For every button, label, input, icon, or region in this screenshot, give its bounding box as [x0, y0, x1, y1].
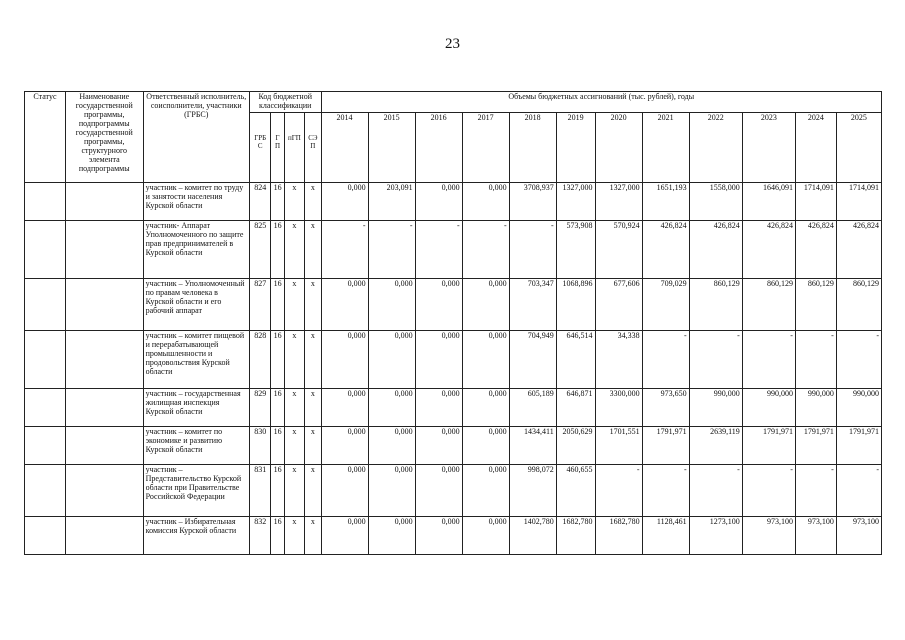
pgp-cell: х [284, 517, 304, 555]
value-cell: - [321, 221, 368, 279]
program-name-cell [65, 183, 143, 221]
value-cell: 0,000 [321, 389, 368, 427]
value-cell: 1651,193 [642, 183, 689, 221]
pgp-cell: х [284, 183, 304, 221]
status-cell [25, 427, 66, 465]
executor-cell: участник- Аппарат Уполномоченного по защите прав предпринимателей в Курской области [143, 221, 249, 279]
executor-cell: участник – Представительство Курской области при Правительстве Российской Федерации [143, 465, 249, 517]
value-cell: 677,606 [595, 279, 642, 331]
header-year: 2022 [689, 112, 742, 182]
value-cell: 0,000 [415, 427, 462, 465]
value-cell: 0,000 [462, 389, 509, 427]
gp-cell: 16 [271, 427, 284, 465]
status-cell [25, 389, 66, 427]
header-executor: Ответственный исполнитель, соисполнители, участники (ГРБС) [143, 92, 249, 183]
pgp-cell: х [284, 221, 304, 279]
header-code-pgp: пГП [284, 112, 304, 182]
program-name-cell [65, 517, 143, 555]
value-cell: - [595, 465, 642, 517]
grbs-cell: 824 [249, 183, 270, 221]
value-cell: 2639,119 [689, 427, 742, 465]
gp-cell: 16 [271, 465, 284, 517]
value-cell: - [742, 331, 795, 389]
table-row [25, 517, 882, 555]
value-cell: 0,000 [462, 331, 509, 389]
status-cell [25, 279, 66, 331]
value-cell: 0,000 [415, 517, 462, 555]
value-cell: 1558,000 [689, 183, 742, 221]
value-cell: 426,824 [795, 221, 836, 279]
value-cell: 426,824 [689, 221, 742, 279]
value-cell: 1646,091 [742, 183, 795, 221]
value-cell: 570,924 [595, 221, 642, 279]
header-volumes: Объемы бюджетных ассигнований (тыс. рублей), годы [321, 92, 881, 113]
value-cell: - [836, 331, 881, 389]
value-cell: 0,000 [462, 465, 509, 517]
value-cell: 703,347 [509, 279, 556, 331]
value-cell: 704,949 [509, 331, 556, 389]
grbs-cell: 827 [249, 279, 270, 331]
header-year: 2017 [462, 112, 509, 182]
header-year: 2014 [321, 112, 368, 182]
header-code-grbs: ГРБС [249, 112, 270, 182]
header-year: 2018 [509, 112, 556, 182]
pgp-cell: х [284, 465, 304, 517]
header-year: 2023 [742, 112, 795, 182]
value-cell: 0,000 [321, 465, 368, 517]
value-cell: - [509, 221, 556, 279]
value-cell: 573,908 [556, 221, 595, 279]
value-cell: 990,000 [689, 389, 742, 427]
pgp-cell: х [284, 279, 304, 331]
value-cell: - [689, 331, 742, 389]
sep-cell: х [305, 517, 321, 555]
value-cell: 0,000 [321, 183, 368, 221]
value-cell: 0,000 [321, 517, 368, 555]
value-cell: 0,000 [368, 517, 415, 555]
value-cell: - [368, 221, 415, 279]
header-year: 2021 [642, 112, 689, 182]
value-cell: - [642, 331, 689, 389]
header-code-sep: СЭП [305, 112, 321, 182]
value-cell: 1327,000 [595, 183, 642, 221]
value-cell: 1791,971 [742, 427, 795, 465]
header-year: 2024 [795, 112, 836, 182]
table-row [25, 389, 882, 427]
status-cell [25, 221, 66, 279]
table-row [25, 221, 882, 279]
executor-cell: участник – комитет пищевой и перерабатывающей промышленности и продовольствия Курской области [143, 331, 249, 389]
status-cell [25, 517, 66, 555]
value-cell: - [795, 331, 836, 389]
value-cell: 0,000 [462, 427, 509, 465]
header-program-name: Наименование государственной программы, подпрограммы государственной программы, структурного элемента подпрограммы [65, 92, 143, 183]
table-row [25, 279, 882, 331]
value-cell: - [415, 221, 462, 279]
value-cell: 860,129 [836, 279, 881, 331]
value-cell: 0,000 [368, 427, 415, 465]
value-cell: 0,000 [415, 331, 462, 389]
value-cell: 1068,896 [556, 279, 595, 331]
budget-table [24, 91, 882, 555]
gp-cell: 16 [271, 221, 284, 279]
value-cell: - [462, 221, 509, 279]
value-cell: 0,000 [368, 279, 415, 331]
value-cell: 0,000 [415, 183, 462, 221]
grbs-cell: 831 [249, 465, 270, 517]
value-cell: - [742, 465, 795, 517]
grbs-cell: 829 [249, 389, 270, 427]
executor-cell: участник – комитет по экономике и развитию Курской области [143, 427, 249, 465]
header-year: 2025 [836, 112, 881, 182]
value-cell: 0,000 [368, 331, 415, 389]
value-cell: 426,824 [742, 221, 795, 279]
value-cell: 973,100 [836, 517, 881, 555]
value-cell: 0,000 [415, 389, 462, 427]
gp-cell: 16 [271, 517, 284, 555]
header-status: Статус [25, 92, 66, 183]
program-name-cell [65, 465, 143, 517]
value-cell: 3708,937 [509, 183, 556, 221]
executor-cell: участник – Уполномоченный по правам человека в Курской области и его рабочий аппарат [143, 279, 249, 331]
pgp-cell: х [284, 427, 304, 465]
pgp-cell: х [284, 331, 304, 389]
program-name-cell [65, 389, 143, 427]
value-cell: 2050,629 [556, 427, 595, 465]
table-body [25, 183, 882, 555]
grbs-cell: 832 [249, 517, 270, 555]
value-cell: 1682,780 [595, 517, 642, 555]
header-year: 2015 [368, 112, 415, 182]
sep-cell: х [305, 331, 321, 389]
pgp-cell: х [284, 389, 304, 427]
value-cell: 1791,971 [795, 427, 836, 465]
grbs-cell: 830 [249, 427, 270, 465]
gp-cell: 16 [271, 389, 284, 427]
header-year: 2016 [415, 112, 462, 182]
gp-cell: 16 [271, 331, 284, 389]
value-cell: 860,129 [689, 279, 742, 331]
table-row [25, 465, 882, 517]
sep-cell: х [305, 389, 321, 427]
value-cell: 0,000 [368, 465, 415, 517]
value-cell: 990,000 [742, 389, 795, 427]
header-budget-code: Код бюджетной классификации [249, 92, 321, 113]
header-code-gp: ГП [271, 112, 284, 182]
table-row [25, 183, 882, 221]
table-row [25, 331, 882, 389]
value-cell: 0,000 [415, 279, 462, 331]
value-cell: 34,338 [595, 331, 642, 389]
page-number: 23 [445, 36, 460, 52]
grbs-cell: 828 [249, 331, 270, 389]
value-cell: 0,000 [321, 331, 368, 389]
executor-cell: участник – комитет по труду и занятости населения Курской области [143, 183, 249, 221]
value-cell: - [795, 465, 836, 517]
program-name-cell [65, 331, 143, 389]
value-cell: 0,000 [321, 279, 368, 331]
value-cell: - [642, 465, 689, 517]
value-cell: 646,871 [556, 389, 595, 427]
gp-cell: 16 [271, 279, 284, 331]
value-cell: - [689, 465, 742, 517]
value-cell: 0,000 [462, 279, 509, 331]
status-cell [25, 183, 66, 221]
status-cell [25, 331, 66, 389]
value-cell: 1791,971 [642, 427, 689, 465]
value-cell: 0,000 [321, 427, 368, 465]
value-cell: 0,000 [368, 389, 415, 427]
value-cell: 860,129 [795, 279, 836, 331]
executor-cell: участник – Избирательная комиссия Курской области [143, 517, 249, 555]
table-row [25, 427, 882, 465]
value-cell: 1327,000 [556, 183, 595, 221]
sep-cell: х [305, 221, 321, 279]
value-cell: 426,824 [836, 221, 881, 279]
value-cell: 973,100 [795, 517, 836, 555]
sep-cell: х [305, 279, 321, 331]
program-name-cell [65, 427, 143, 465]
value-cell: 973,650 [642, 389, 689, 427]
value-cell: 973,100 [742, 517, 795, 555]
value-cell: 860,129 [742, 279, 795, 331]
gp-cell: 16 [271, 183, 284, 221]
header-row-1 [25, 92, 882, 113]
header-year: 2019 [556, 112, 595, 182]
program-name-cell [65, 221, 143, 279]
value-cell: 1128,461 [642, 517, 689, 555]
sep-cell: х [305, 427, 321, 465]
executor-cell: участник – государственная жилищная инспекция Курской области [143, 389, 249, 427]
value-cell: 990,000 [795, 389, 836, 427]
value-cell: 1402,780 [509, 517, 556, 555]
sep-cell: х [305, 183, 321, 221]
value-cell: 1701,551 [595, 427, 642, 465]
value-cell: 0,000 [462, 183, 509, 221]
value-cell: 3300,000 [595, 389, 642, 427]
value-cell: 990,000 [836, 389, 881, 427]
program-name-cell [65, 279, 143, 331]
value-cell: 1714,091 [836, 183, 881, 221]
grbs-cell: 825 [249, 221, 270, 279]
value-cell: 1434,411 [509, 427, 556, 465]
value-cell: 605,189 [509, 389, 556, 427]
value-cell: - [836, 465, 881, 517]
value-cell: 1682,780 [556, 517, 595, 555]
value-cell: 1273,100 [689, 517, 742, 555]
sep-cell: х [305, 465, 321, 517]
value-cell: 1791,971 [836, 427, 881, 465]
value-cell: 709,029 [642, 279, 689, 331]
header-year: 2020 [595, 112, 642, 182]
value-cell: 0,000 [415, 465, 462, 517]
value-cell: 460,655 [556, 465, 595, 517]
value-cell: 0,000 [462, 517, 509, 555]
value-cell: 426,824 [642, 221, 689, 279]
value-cell: 1714,091 [795, 183, 836, 221]
value-cell: 998,072 [509, 465, 556, 517]
value-cell: 646,514 [556, 331, 595, 389]
status-cell [25, 465, 66, 517]
value-cell: 203,091 [368, 183, 415, 221]
